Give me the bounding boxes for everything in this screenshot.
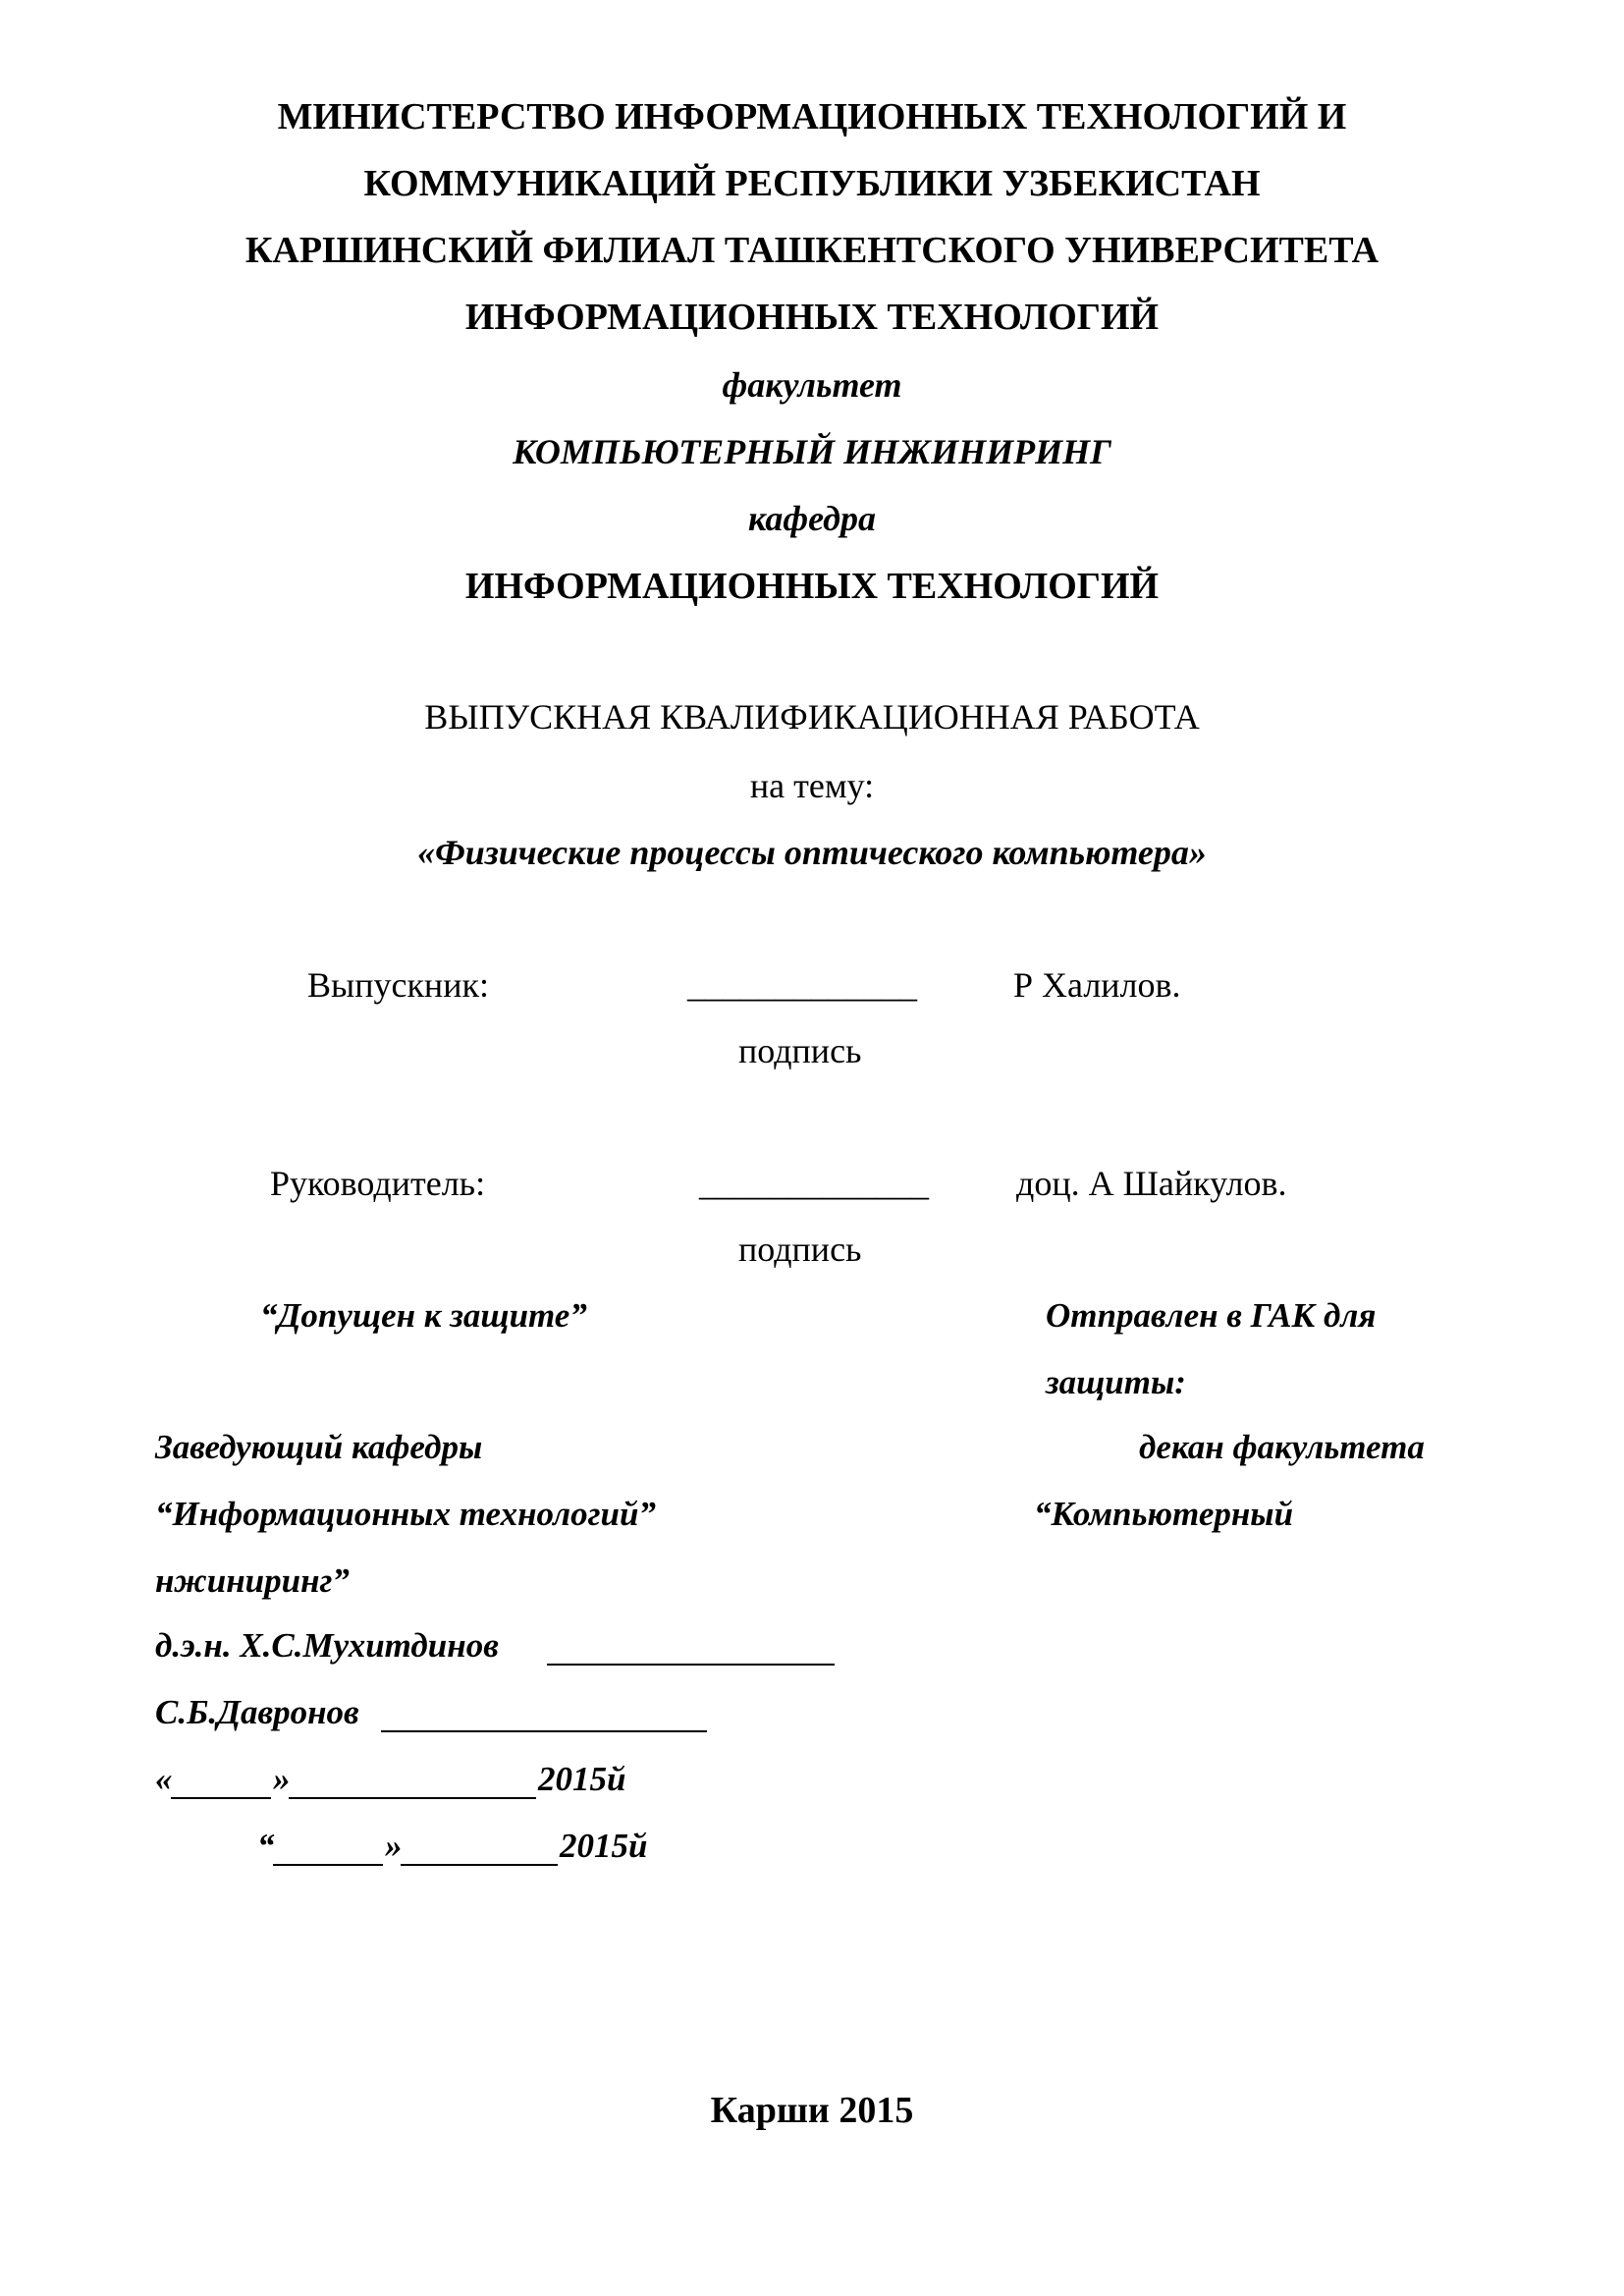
sent-to-gak-line-1: Отправлен в ГАК для	[1046, 1296, 1377, 1335]
graduate-label: Выпускник:	[307, 965, 489, 1005]
sent-to-gak-line-2: защиты:	[1046, 1363, 1186, 1401]
date-left-close-quote: »	[273, 1760, 291, 1798]
head-signature-line	[547, 1664, 835, 1666]
department-name: ИНФОРМАЦИОННЫХ ТЕХНОЛОГИЙ	[464, 566, 1160, 607]
date-left-open-quote: «	[155, 1760, 173, 1798]
ministry-line-2: КОММУНИКАЦИЙ РЕСПУБЛИКИ УЗБЕКИСТАН	[363, 163, 1261, 204]
work-type: ВЫПУСКНАЯ КВАЛИФИКАЦИОННАЯ РАБОТА	[424, 697, 1200, 737]
department-name-quoted: “Информационных технологий”	[155, 1495, 656, 1533]
head-of-department-label: Заведующий кафедры	[155, 1428, 483, 1466]
graduate-signature-blank: _____________	[687, 965, 917, 1005]
dean-name: С.Б.Давронов	[155, 1693, 359, 1731]
supervisor-signature-caption: подпись	[738, 1230, 862, 1269]
city-year: Карши 2015	[710, 2090, 914, 2131]
faculty-name: КОМПЬЮТЕРНЫЙ ИНЖИНИРИНГ	[513, 432, 1111, 471]
faculty-label: факультет	[722, 365, 902, 405]
graduate-signature-caption: подпись	[738, 1031, 862, 1070]
faculty-name-quoted-continued: нжиниринг”	[155, 1561, 350, 1600]
date-right-open-quote: “	[257, 1827, 275, 1865]
graduate-name: Р Халилов.	[1013, 965, 1181, 1005]
dean-signature-line	[381, 1730, 707, 1732]
head-of-department-name: д.э.н. Х.С.Мухитдинов	[155, 1626, 499, 1665]
ministry-line-1: МИНИСТЕРСТВО ИНФОРМАЦИОННЫХ ТЕХНОЛОГИЙ И	[277, 96, 1347, 137]
topic-label: на тему:	[749, 766, 875, 805]
date-right-close-quote: »	[385, 1827, 403, 1865]
supervisor-label: Руководитель:	[270, 1164, 486, 1203]
branch-line-1: КАРШИНСКИЙ ФИЛИАЛ ТАШКЕНТСКОГО УНИВЕРСИТЕТА	[244, 230, 1380, 271]
date-right-day-line	[273, 1864, 383, 1866]
date-left-month-line	[289, 1797, 536, 1799]
date-left-day-line	[171, 1797, 271, 1799]
work-topic: «Физические процессы оптического компьютера»	[417, 833, 1207, 872]
supervisor-name: доц. А Шайкулов.	[1016, 1164, 1287, 1203]
faculty-name-quoted: “Компьютерный	[1034, 1495, 1294, 1533]
department-label: кафедра	[747, 499, 877, 538]
admitted-to-defense: “Допущен к защите”	[260, 1296, 587, 1335]
date-right-month-line	[401, 1864, 558, 1866]
branch-line-2: ИНФОРМАЦИОННЫХ ТЕХНОЛОГИЙ	[464, 297, 1160, 338]
dean-label: декан факультета	[1139, 1428, 1425, 1466]
date-left-year: 2015й	[538, 1760, 626, 1798]
supervisor-signature-blank: _____________	[699, 1164, 929, 1203]
date-right-year: 2015й	[560, 1827, 648, 1865]
